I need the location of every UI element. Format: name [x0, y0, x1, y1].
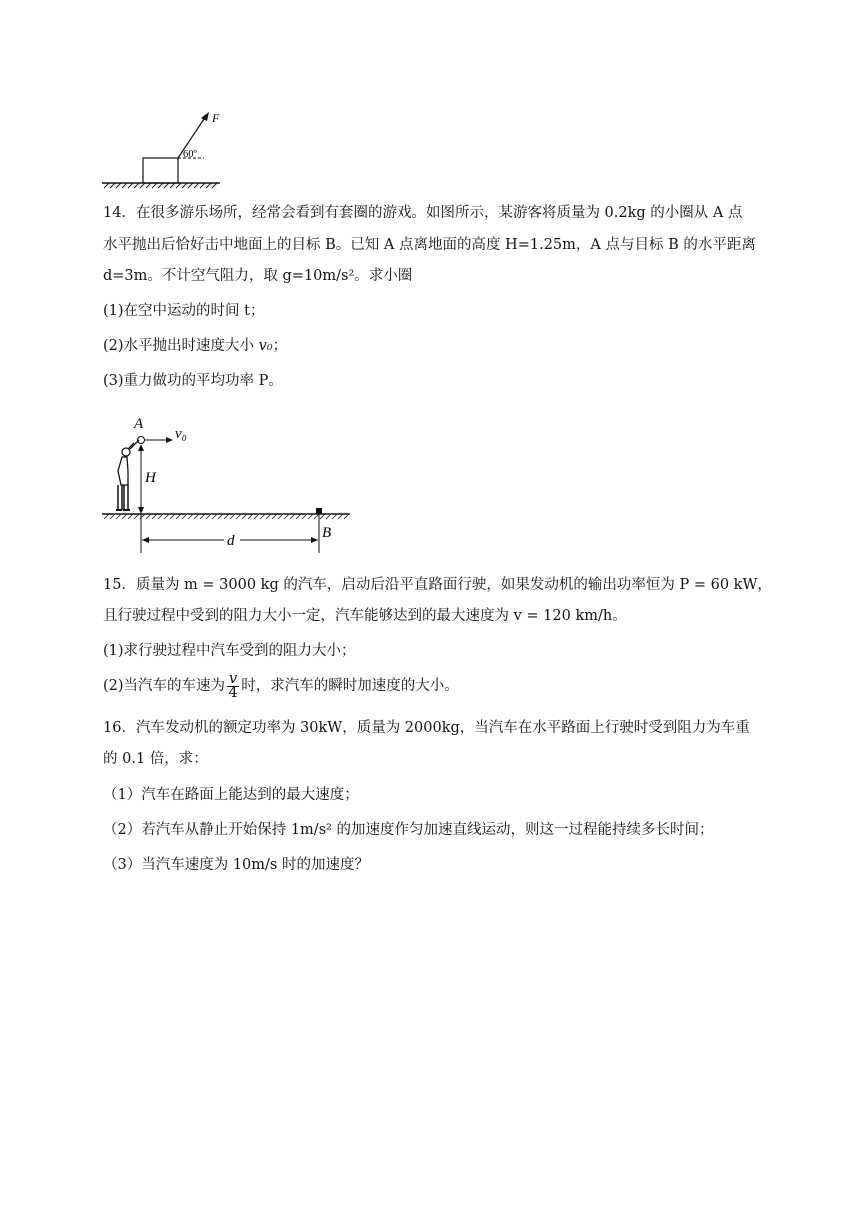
q14-text-line-3: d=3m。不计空气阻力，取 g=10m/s²。求小圈 — [103, 268, 413, 284]
q14-subquestion-3: (3)重力做功的平均功率 P。 — [103, 373, 283, 389]
distance-arrow-left — [142, 537, 149, 543]
distance-arrow-right — [311, 537, 318, 543]
q14-text-line-2: 水平抛出后恰好击中地面上的目标 B。已知 A 点离地面的高度 H=1.25m，A 点与目标 B 的水平距离 — [103, 237, 756, 253]
ground-hatching — [104, 183, 217, 188]
target-b — [316, 508, 322, 514]
q14-subquestion-2 — [103, 336, 287, 356]
q14-sub2-text: (2)水平抛出时速度大小 — [103, 338, 259, 354]
angle-label: 60º — [183, 149, 197, 160]
velocity-label: v₀ — [175, 426, 187, 442]
q15-sub2-end: 时，求汽车的瞬时加速度的大小。 — [241, 678, 459, 694]
q15-fraction-numerator: v — [229, 670, 238, 687]
height-label: H — [145, 470, 156, 486]
q15-subquestion-1: (1)求行驶过程中汽车受到的阻力大小； — [103, 643, 356, 659]
velocity-arrowhead — [166, 437, 173, 443]
height-arrow-bottom — [138, 507, 144, 514]
q15-text-line-1: 15．质量为 m = 3000 kg 的汽车，启动后沿平直路面行驶，如果发动机的输出功率恒为 P = 60 kW， — [103, 577, 772, 593]
force-arrowhead — [201, 112, 209, 121]
projectile-diagram — [100, 413, 355, 556]
q16-text-line-1: 16．汽车发动机的额定功率为 30kW，质量为 2000kg，当汽车在水平路面上行驶时受到阻力为车重 — [103, 720, 750, 736]
q14-sub2-end: ； — [272, 338, 288, 354]
point-a-label: A — [134, 416, 144, 432]
q16-subquestion-1: （1）汽车在路面上能达到的最大速度； — [103, 787, 359, 803]
block — [143, 158, 178, 183]
q15-fraction — [227, 670, 239, 701]
q15-fraction-denominator: 4 — [228, 684, 238, 701]
q16-subquestion-3: （3）当汽车速度为 10m/s 时的加速度？ — [103, 857, 369, 873]
q16-subquestion-2: （2）若汽车从静止开始保持 1m/s² 的加速度作匀加速直线运动，则这一过程能持续多长时间； — [103, 822, 714, 838]
force-label: F — [212, 111, 220, 125]
q15-sub2-text: (2)当汽车的车速为 — [103, 678, 226, 694]
q15-subquestion-2 — [103, 672, 459, 700]
point-b-label: B — [322, 525, 332, 541]
q16-text-line-2: 的 0.1 倍，求： — [103, 751, 208, 767]
q14-text-line-1: 14．在很多游乐场所，经常会看到有套圈的游戏。如图所示，某游客将质量为 0.2kg 的小圈从 A 点 — [103, 205, 743, 221]
person-figure — [116, 440, 139, 510]
q15-text-line-2: 且行驶过程中受到的阻力大小一定，汽车能够达到的最大速度为 v = 120 km/h。 — [103, 608, 627, 624]
distance-label: d — [227, 533, 235, 549]
height-arrow-top — [138, 444, 144, 451]
q14-sub2-symbol: v₀ — [258, 338, 273, 354]
q14-subquestion-1: (1)在空中运动的时间 t； — [103, 303, 265, 319]
force-diagram — [100, 108, 230, 190]
